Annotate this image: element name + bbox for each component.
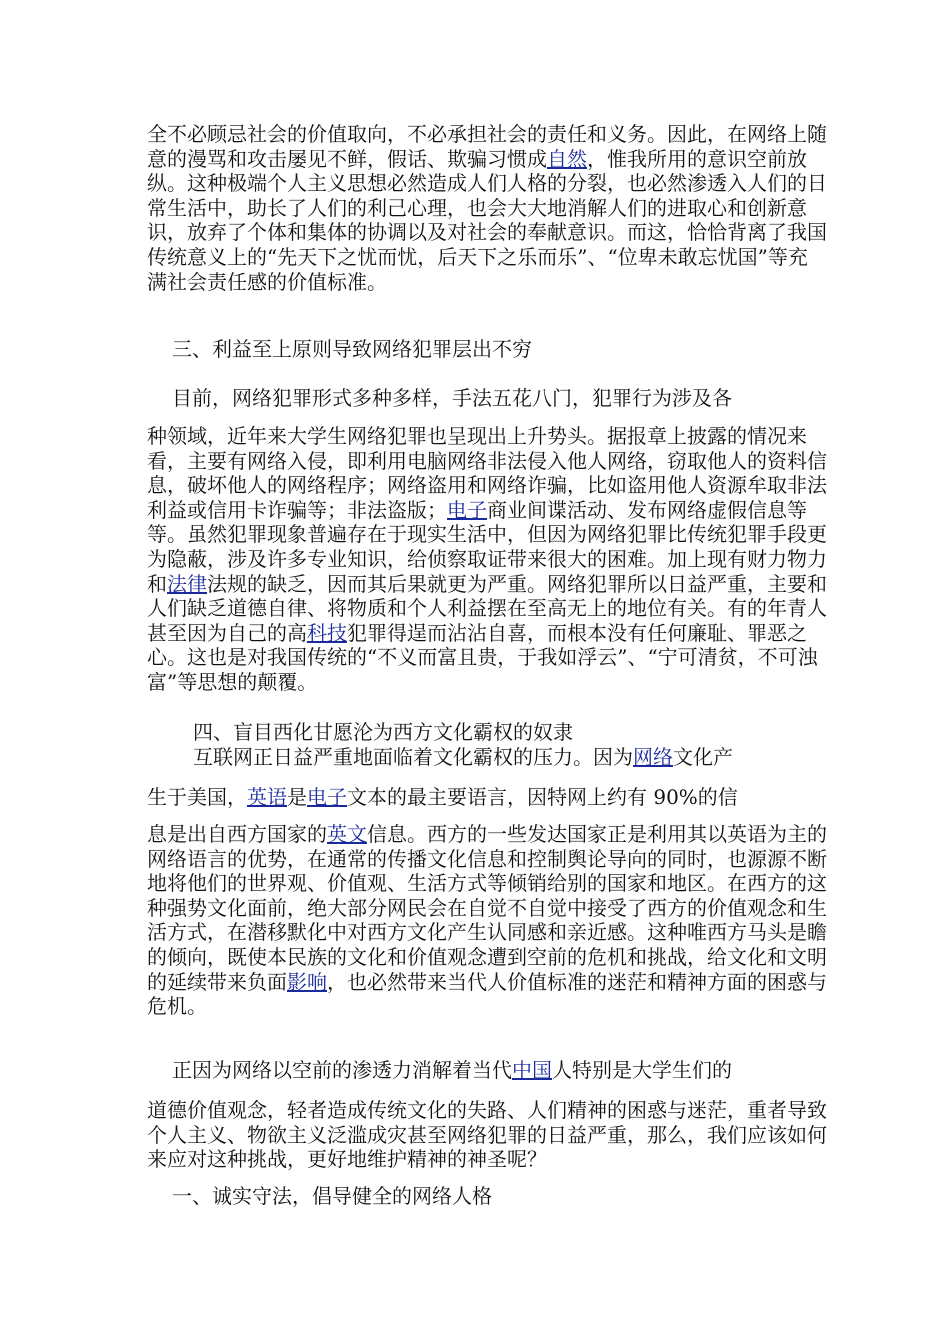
- paragraph-challenge: 道德价值观念，轻者造成传统文化的失路、人们精神的困惑与迷茫，重者导致个人主义、物欲主义泛滥成灾甚至网络犯罪的日益严重，那么，我们应该如何来应对这种挑战，更好地维护精神的神圣呢？: [147, 1098, 827, 1172]
- text-run: 文本的最主要语言，因特网上约有 90%的信: [347, 785, 738, 809]
- text-run: ，也必然带来当代人价值标准的迷茫和精神方面的困惑与危机。: [147, 969, 827, 1019]
- link-falv[interactable]: 法律: [167, 571, 207, 596]
- link-dianzi-2[interactable]: 电子: [307, 785, 347, 809]
- link-yingwen[interactable]: 英文: [327, 822, 367, 846]
- text-run: 犯罪得逞而沾沾自喜，而根本没有任何廉耻、罪恶之心。这也是对我国传统的“不义而富且贵，于我如浮云”、“宁可清贫，不可浊富”等思想的颠覆。: [147, 620, 818, 694]
- text-run: ，惟我所用的意识空前放纵。这种极端个人主义思想必然造成人们人格的分裂，也必然渗透入人们的日常生活中，助长了人们的利己心理，也会大大地消解人们的进取心和创新意识，放弃了个体和集体的协调以及对社会的奉献意识。而这，恰恰背离了我国传统意义上的“先天下之忧而忧，后天下之乐而乐”、“位卑未敢忘忧国”等充满社会责任感的价值标准。: [147, 146, 827, 294]
- text-run: 互联网正日益严重地面临着文化霸权的压力。因为: [193, 745, 633, 769]
- text-run: 种领域，近年来大学生网络犯罪也呈现出上升势头。据报章上披露的情况来看，主要有网络入侵，即利用电脑网络非法侵入他人网络，窃取他人的资料信息，破坏他人的网络程序；网络盗用和网络诈骗，比如盗用他人资源牟取非法利益或信用卡诈骗等；非法盗版；: [147, 424, 827, 522]
- paragraph-network-crime: [147, 424, 827, 695]
- text-run: 是: [287, 785, 307, 809]
- text-run: 文化产: [673, 745, 733, 769]
- link-ziran[interactable]: 自然: [547, 146, 587, 171]
- link-yingyu[interactable]: 英语: [247, 785, 287, 809]
- text-run: 全不必顾忌社会的价值取向，不必承担社会的责任和义务。因此，在网络上随意的漫骂和攻击屡见不鲜，假话、欺骗习惯成: [147, 122, 827, 171]
- paragraph-challenge-first-line: [172, 1058, 832, 1083]
- paragraph-cultural-hegemony: [147, 822, 827, 1019]
- link-zhongguo[interactable]: 中国: [512, 1058, 552, 1082]
- paragraph-individualism: [147, 122, 827, 294]
- text-run: 人特别是大学生们的: [552, 1058, 732, 1082]
- link-dianzi[interactable]: 电子: [447, 497, 487, 522]
- link-keji[interactable]: 科技: [307, 620, 347, 645]
- paragraph-hegemony-first-line: [193, 745, 833, 770]
- paragraph-crime-first-line: 目前，网络犯罪形式多种多样，手法五花八门，犯罪行为涉及各: [172, 386, 732, 410]
- heading-section-1: 一、诚实守法，倡导健全的网络人格: [172, 1184, 492, 1208]
- link-yingxiang[interactable]: 影响: [287, 969, 327, 994]
- text-run: 正因为网络以空前的渗透力消解着当代: [172, 1058, 512, 1082]
- text-run: 息是出自西方国家的: [147, 822, 327, 846]
- text-run: 信息。西方的一些发达国家正是利用其以英语为主的网络语言的优势，在通常的传播文化信息和控制舆论导向的同时，也源源不断地将他们的世界观、价值观、生活方式等倾销给别的国家和地区。在西方的这种强势文化面前，绝大部分网民会在自觉不自觉中接受了西方的价值观念和生活方式，在潜移默化中对西方文化产生认同感和亲近感。这种唯西方马头是瞻的倾向，既使本民族的文化和价值观念遭到空前的危机和挑战，给文化和文明的延续带来负面: [147, 822, 827, 994]
- text-run: 生于美国，: [147, 785, 247, 809]
- text-run: 商业间谍活动、发布网络虚假信息等等。虽然犯罪现象普遍存在于现实生活中，但因为网络犯罪比传统犯罪手段更为隐蔽，涉及许多专业知识，给侦察取证带来很大的困难。加上现有财力物力和: [147, 497, 827, 596]
- text-run: 法规的缺乏，因而其后果就更为严重。网络犯罪所以日益严重，主要和人们缺乏道德自律、将物质和个人利益摆在至高无上的地位有关。有的年青人甚至因为自己的高: [147, 571, 827, 645]
- paragraph-hegemony-second-line: [147, 785, 827, 810]
- heading-section-4: 四、盲目西化甘愿沦为西方文化霸权的奴隶: [193, 720, 573, 744]
- heading-section-3: 三、利益至上原则导致网络犯罪层出不穷: [172, 337, 532, 361]
- link-wangluo[interactable]: 网络: [633, 745, 673, 769]
